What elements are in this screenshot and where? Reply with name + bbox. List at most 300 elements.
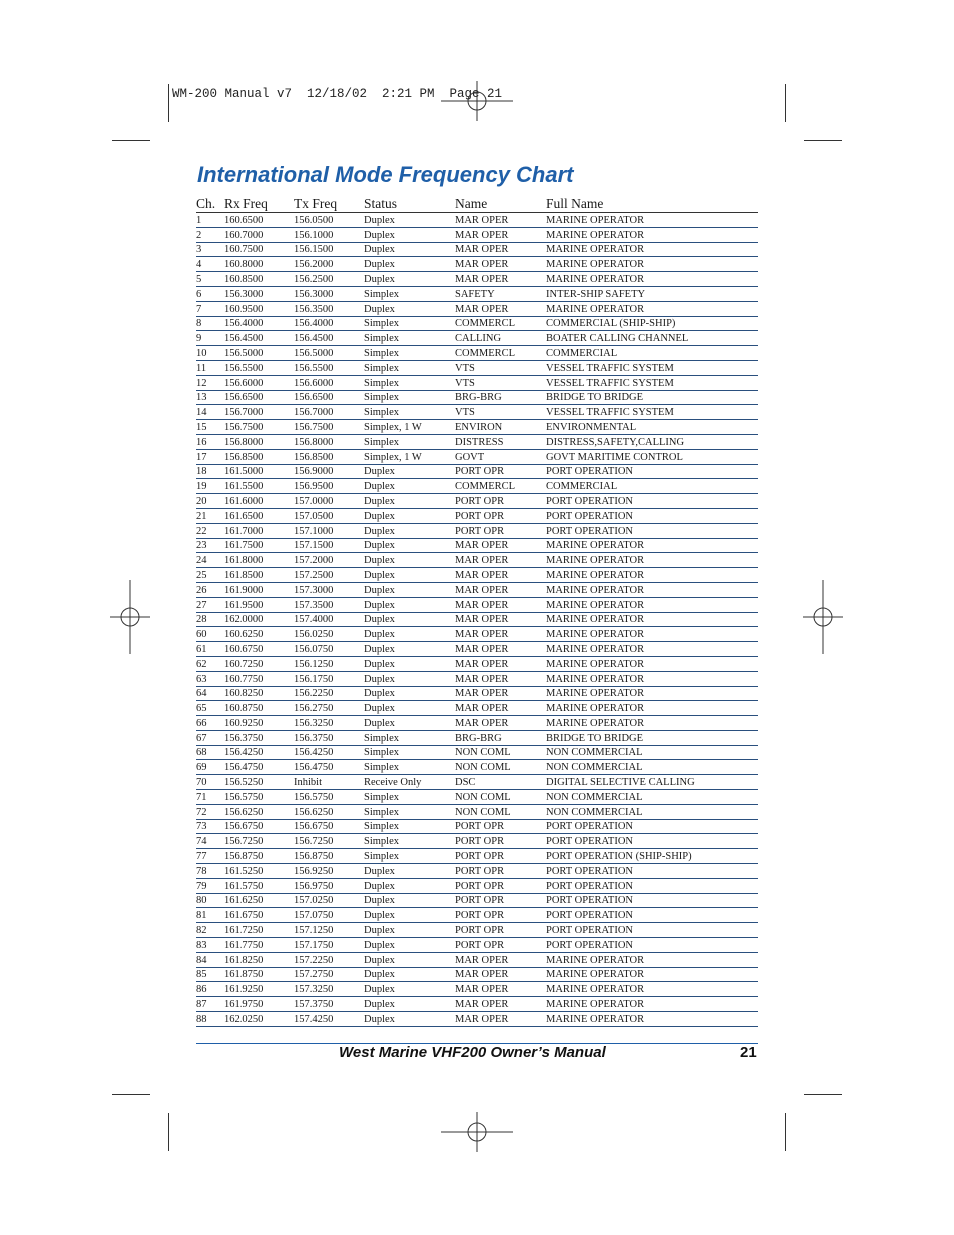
cell-rx-freq: 156.3750: [224, 730, 294, 745]
cell-tx-freq: 157.0250: [294, 893, 364, 908]
cell-tx-freq: 156.8750: [294, 849, 364, 864]
table-row: [196, 434, 758, 449]
table-row: [196, 316, 758, 331]
cell-full-name: MARINE OPERATOR: [546, 997, 758, 1012]
cell-tx-freq: 156.7500: [294, 420, 364, 435]
cell-full-name: VESSEL TRAFFIC SYSTEM: [546, 375, 758, 390]
cell-channel: 15: [196, 420, 224, 435]
cell-tx-freq: 157.4250: [294, 1012, 364, 1027]
cell-status: Duplex: [364, 642, 455, 657]
cell-channel: 27: [196, 597, 224, 612]
table-row: [196, 893, 758, 908]
cell-status: Duplex: [364, 938, 455, 953]
cell-full-name: PORT OPERATION: [546, 819, 758, 834]
table-body: [196, 213, 758, 1027]
cell-channel: 77: [196, 849, 224, 864]
cell-rx-freq: 161.8000: [224, 553, 294, 568]
cell-full-name: MARINE OPERATOR: [546, 716, 758, 731]
cell-tx-freq: 156.4500: [294, 331, 364, 346]
cell-full-name: PORT OPERATION: [546, 523, 758, 538]
cell-rx-freq: 161.8500: [224, 568, 294, 583]
cell-full-name: VESSEL TRAFFIC SYSTEM: [546, 360, 758, 375]
table-row: [196, 952, 758, 967]
cell-status: Duplex: [364, 686, 455, 701]
cell-tx-freq: 157.1000: [294, 523, 364, 538]
cell-channel: 9: [196, 331, 224, 346]
cell-status: Duplex: [364, 227, 455, 242]
cell-tx-freq: 156.3000: [294, 286, 364, 301]
cell-tx-freq: 156.9250: [294, 864, 364, 879]
cell-status: Simplex: [364, 819, 455, 834]
table-row: [196, 360, 758, 375]
cell-tx-freq: 156.0500: [294, 213, 364, 228]
cell-full-name: MARINE OPERATOR: [546, 967, 758, 982]
table-row: [196, 982, 758, 997]
cell-rx-freq: 161.5750: [224, 878, 294, 893]
cell-rx-freq: 160.7250: [224, 656, 294, 671]
cell-tx-freq: 157.2500: [294, 568, 364, 583]
cell-status: Simplex: [364, 760, 455, 775]
cell-rx-freq: 161.9500: [224, 597, 294, 612]
cell-name: PORT OPR: [455, 508, 546, 523]
cell-full-name: PORT OPERATION: [546, 834, 758, 849]
table-row: [196, 716, 758, 731]
cell-tx-freq: 156.5000: [294, 346, 364, 361]
cell-rx-freq: 161.9000: [224, 582, 294, 597]
cell-full-name: NON COMMERCIAL: [546, 790, 758, 805]
cell-rx-freq: 156.8000: [224, 434, 294, 449]
crop-mark-top-right-vertical: [785, 84, 786, 122]
crop-mark-top-left-horizontal: [112, 140, 150, 141]
table-row: [196, 464, 758, 479]
cell-status: Duplex: [364, 213, 455, 228]
table-row: [196, 671, 758, 686]
cell-channel: 14: [196, 405, 224, 420]
cell-status: Duplex: [364, 523, 455, 538]
cell-name: MAR OPER: [455, 671, 546, 686]
frequency-table: [196, 196, 758, 1027]
cell-status: Duplex: [364, 997, 455, 1012]
cell-rx-freq: 161.7250: [224, 923, 294, 938]
cell-name: SAFETY: [455, 286, 546, 301]
cell-channel: 70: [196, 775, 224, 790]
cell-full-name: BRIDGE TO BRIDGE: [546, 730, 758, 745]
cell-rx-freq: 161.8250: [224, 952, 294, 967]
cell-rx-freq: 161.9250: [224, 982, 294, 997]
table-row: [196, 449, 758, 464]
cell-name: PORT OPR: [455, 819, 546, 834]
cell-rx-freq: 156.7000: [224, 405, 294, 420]
cell-tx-freq: 156.7000: [294, 405, 364, 420]
cell-tx-freq: 156.6500: [294, 390, 364, 405]
cell-full-name: COMMERCIAL: [546, 346, 758, 361]
cell-channel: 25: [196, 568, 224, 583]
cell-status: Simplex: [364, 405, 455, 420]
cell-tx-freq: 157.2250: [294, 952, 364, 967]
cell-channel: 12: [196, 375, 224, 390]
cell-full-name: MARINE OPERATOR: [546, 671, 758, 686]
cell-rx-freq: 156.4500: [224, 331, 294, 346]
cell-tx-freq: 156.1000: [294, 227, 364, 242]
cell-status: Duplex: [364, 508, 455, 523]
cell-status: Duplex: [364, 893, 455, 908]
cell-channel: 62: [196, 656, 224, 671]
cell-channel: 28: [196, 612, 224, 627]
table-row: [196, 627, 758, 642]
cell-name: MAR OPER: [455, 701, 546, 716]
cell-status: Duplex: [364, 878, 455, 893]
cell-rx-freq: 156.4750: [224, 760, 294, 775]
table-row: [196, 745, 758, 760]
column-header-full-name: Full Name: [546, 196, 758, 213]
cell-name: VTS: [455, 405, 546, 420]
column-header-channel: Ch.: [196, 196, 224, 213]
cell-name: NON COML: [455, 760, 546, 775]
cell-status: Simplex: [364, 316, 455, 331]
cell-tx-freq: 156.6250: [294, 804, 364, 819]
cell-name: MAR OPER: [455, 952, 546, 967]
cell-name: MAR OPER: [455, 1012, 546, 1027]
table-row: [196, 331, 758, 346]
cell-rx-freq: 156.6500: [224, 390, 294, 405]
cell-name: NON COML: [455, 804, 546, 819]
cell-tx-freq: 157.3250: [294, 982, 364, 997]
cell-tx-freq: Inhibit: [294, 775, 364, 790]
cell-rx-freq: 160.8500: [224, 272, 294, 287]
cell-name: COMMERCL: [455, 316, 546, 331]
cell-tx-freq: 157.2000: [294, 553, 364, 568]
cell-channel: 2: [196, 227, 224, 242]
table-row: [196, 390, 758, 405]
cell-status: Simplex: [364, 804, 455, 819]
crop-mark-bottom-right-vertical: [785, 1113, 786, 1151]
cell-rx-freq: 156.3000: [224, 286, 294, 301]
cell-status: Duplex: [364, 701, 455, 716]
cell-full-name: COMMERCIAL: [546, 479, 758, 494]
cell-full-name: PORT OPERATION: [546, 464, 758, 479]
cell-name: CALLING: [455, 331, 546, 346]
table-row: [196, 346, 758, 361]
table-row: [196, 479, 758, 494]
cell-rx-freq: 160.9250: [224, 716, 294, 731]
cell-status: Simplex: [364, 834, 455, 849]
cell-full-name: MARINE OPERATOR: [546, 642, 758, 657]
table-row: [196, 790, 758, 805]
cell-full-name: MARINE OPERATOR: [546, 272, 758, 287]
cell-name: PORT OPR: [455, 878, 546, 893]
cell-name: GOVT: [455, 449, 546, 464]
cell-channel: 71: [196, 790, 224, 805]
cell-status: Simplex: [364, 346, 455, 361]
cell-full-name: MARINE OPERATOR: [546, 656, 758, 671]
table-row: [196, 597, 758, 612]
table-row: [196, 568, 758, 583]
cell-channel: 16: [196, 434, 224, 449]
cell-channel: 22: [196, 523, 224, 538]
cell-channel: 74: [196, 834, 224, 849]
cell-full-name: PORT OPERATION (SHIP-SHIP): [546, 849, 758, 864]
page-title: International Mode Frequency Chart: [197, 162, 574, 187]
table-row: [196, 864, 758, 879]
cell-status: Simplex: [364, 730, 455, 745]
cell-full-name: ENVIRONMENTAL: [546, 420, 758, 435]
cell-channel: 83: [196, 938, 224, 953]
cell-full-name: MARINE OPERATOR: [546, 952, 758, 967]
cell-rx-freq: 160.8250: [224, 686, 294, 701]
cell-rx-freq: 160.7750: [224, 671, 294, 686]
cell-full-name: DIGITAL SELECTIVE CALLING: [546, 775, 758, 790]
cell-channel: 18: [196, 464, 224, 479]
cell-channel: 5: [196, 272, 224, 287]
cell-channel: 4: [196, 257, 224, 272]
cell-name: MAR OPER: [455, 213, 546, 228]
cell-full-name: BRIDGE TO BRIDGE: [546, 390, 758, 405]
cell-rx-freq: 160.6250: [224, 627, 294, 642]
cell-full-name: MARINE OPERATOR: [546, 982, 758, 997]
cell-full-name: NON COMMERCIAL: [546, 760, 758, 775]
table-row: [196, 849, 758, 864]
cell-rx-freq: 161.6250: [224, 893, 294, 908]
cell-rx-freq: 161.5500: [224, 479, 294, 494]
cell-status: Duplex: [364, 257, 455, 272]
cell-name: MAR OPER: [455, 716, 546, 731]
cell-rx-freq: 161.7500: [224, 538, 294, 553]
cell-status: Simplex: [364, 375, 455, 390]
cell-name: ENVIRON: [455, 420, 546, 435]
cell-full-name: PORT OPERATION: [546, 864, 758, 879]
cell-tx-freq: 156.4250: [294, 745, 364, 760]
table-row: [196, 553, 758, 568]
cell-name: MAR OPER: [455, 982, 546, 997]
table-row: [196, 878, 758, 893]
cell-full-name: MARINE OPERATOR: [546, 257, 758, 272]
crop-mark-top-right-horizontal: [804, 140, 842, 141]
cell-full-name: MARINE OPERATOR: [546, 686, 758, 701]
table-row: [196, 213, 758, 228]
cell-name: PORT OPR: [455, 494, 546, 509]
column-header-rx-freq: Rx Freq: [224, 196, 294, 213]
cell-name: PORT OPR: [455, 464, 546, 479]
cell-full-name: DISTRESS,SAFETY,CALLING: [546, 434, 758, 449]
cell-channel: 6: [196, 286, 224, 301]
cell-name: MAR OPER: [455, 242, 546, 257]
table-row: [196, 656, 758, 671]
cell-full-name: GOVT MARITIME CONTROL: [546, 449, 758, 464]
cell-channel: 80: [196, 893, 224, 908]
cell-channel: 78: [196, 864, 224, 879]
table-row: [196, 967, 758, 982]
registration-mark-top-icon: [441, 81, 513, 121]
cell-name: MAR OPER: [455, 272, 546, 287]
cell-rx-freq: 156.7250: [224, 834, 294, 849]
cell-name: MAR OPER: [455, 553, 546, 568]
cell-channel: 64: [196, 686, 224, 701]
cell-tx-freq: 156.5500: [294, 360, 364, 375]
cell-tx-freq: 156.1750: [294, 671, 364, 686]
cell-status: Receive Only: [364, 775, 455, 790]
cell-rx-freq: 161.7000: [224, 523, 294, 538]
cell-rx-freq: 161.6750: [224, 908, 294, 923]
cell-name: VTS: [455, 360, 546, 375]
cell-name: DISTRESS: [455, 434, 546, 449]
cell-rx-freq: 161.5250: [224, 864, 294, 879]
cell-tx-freq: 157.3750: [294, 997, 364, 1012]
cell-rx-freq: 162.0000: [224, 612, 294, 627]
cell-channel: 7: [196, 301, 224, 316]
cell-name: MAR OPER: [455, 301, 546, 316]
table-row: [196, 642, 758, 657]
printer-slug: WM-200 Manual v7 12/18/02 2:21 PM Page 21: [172, 87, 503, 101]
cell-name: MAR OPER: [455, 582, 546, 597]
cell-rx-freq: 160.7000: [224, 227, 294, 242]
table-row: [196, 301, 758, 316]
cell-tx-freq: 157.3500: [294, 597, 364, 612]
cell-status: Duplex: [364, 272, 455, 287]
table-row: [196, 272, 758, 287]
cell-rx-freq: 156.5250: [224, 775, 294, 790]
cell-status: Simplex: [364, 286, 455, 301]
cell-tx-freq: 156.5750: [294, 790, 364, 805]
cell-channel: 88: [196, 1012, 224, 1027]
cell-status: Duplex: [364, 553, 455, 568]
cell-tx-freq: 156.8000: [294, 434, 364, 449]
cell-tx-freq: 156.2000: [294, 257, 364, 272]
cell-tx-freq: 156.7250: [294, 834, 364, 849]
cell-full-name: PORT OPERATION: [546, 893, 758, 908]
cell-full-name: PORT OPERATION: [546, 923, 758, 938]
footer-manual-title: West Marine VHF200 Owner’s Manual: [339, 1044, 606, 1061]
cell-status: Simplex: [364, 745, 455, 760]
column-header-status: Status: [364, 196, 455, 213]
crop-mark-bottom-left-vertical: [168, 1113, 169, 1151]
cell-channel: 63: [196, 671, 224, 686]
cell-full-name: MARINE OPERATOR: [546, 1012, 758, 1027]
table-row: [196, 730, 758, 745]
cell-rx-freq: 156.5500: [224, 360, 294, 375]
cell-channel: 69: [196, 760, 224, 775]
cell-full-name: PORT OPERATION: [546, 878, 758, 893]
cell-tx-freq: 156.3500: [294, 301, 364, 316]
cell-status: Duplex: [364, 538, 455, 553]
cell-status: Duplex: [364, 967, 455, 982]
cell-tx-freq: 156.2500: [294, 272, 364, 287]
cell-status: Duplex: [364, 716, 455, 731]
cell-status: Duplex: [364, 627, 455, 642]
cell-name: COMMERCL: [455, 346, 546, 361]
cell-channel: 82: [196, 923, 224, 938]
table-row: [196, 701, 758, 716]
table-row: [196, 686, 758, 701]
cell-rx-freq: 161.9750: [224, 997, 294, 1012]
cell-tx-freq: 156.2750: [294, 701, 364, 716]
cell-name: MAR OPER: [455, 227, 546, 242]
cell-full-name: MARINE OPERATOR: [546, 538, 758, 553]
cell-tx-freq: 156.9000: [294, 464, 364, 479]
cell-channel: 60: [196, 627, 224, 642]
cell-full-name: COMMERCIAL (SHIP-SHIP): [546, 316, 758, 331]
cell-status: Duplex: [364, 494, 455, 509]
cell-name: BRG-BRG: [455, 390, 546, 405]
cell-status: Simplex: [364, 360, 455, 375]
cell-tx-freq: 156.0750: [294, 642, 364, 657]
cell-tx-freq: 157.1250: [294, 923, 364, 938]
cell-channel: 65: [196, 701, 224, 716]
cell-tx-freq: 156.1250: [294, 656, 364, 671]
table-row: [196, 760, 758, 775]
cell-name: MAR OPER: [455, 627, 546, 642]
registration-mark-bottom-icon: [441, 1112, 513, 1152]
cell-tx-freq: 156.9750: [294, 878, 364, 893]
cell-name: PORT OPR: [455, 834, 546, 849]
cell-channel: 20: [196, 494, 224, 509]
cell-status: Simplex: [364, 390, 455, 405]
cell-tx-freq: 157.4000: [294, 612, 364, 627]
cell-full-name: MARINE OPERATOR: [546, 582, 758, 597]
cell-status: Duplex: [364, 1012, 455, 1027]
cell-name: BRG-BRG: [455, 730, 546, 745]
table-row: [196, 242, 758, 257]
cell-rx-freq: 161.7750: [224, 938, 294, 953]
cell-status: Duplex: [364, 464, 455, 479]
cell-rx-freq: 156.6000: [224, 375, 294, 390]
cell-name: PORT OPR: [455, 849, 546, 864]
cell-rx-freq: 156.6750: [224, 819, 294, 834]
cell-rx-freq: 161.6000: [224, 494, 294, 509]
table-row: [196, 1012, 758, 1027]
cell-name: PORT OPR: [455, 864, 546, 879]
table-row: [196, 908, 758, 923]
cell-channel: 73: [196, 819, 224, 834]
cell-channel: 68: [196, 745, 224, 760]
cell-tx-freq: 157.0750: [294, 908, 364, 923]
cell-full-name: MARINE OPERATOR: [546, 612, 758, 627]
table-row: [196, 286, 758, 301]
table-row: [196, 834, 758, 849]
cell-rx-freq: 162.0250: [224, 1012, 294, 1027]
cell-tx-freq: 156.3750: [294, 730, 364, 745]
page-number: 21: [740, 1044, 757, 1061]
cell-channel: 67: [196, 730, 224, 745]
cell-channel: 11: [196, 360, 224, 375]
cell-tx-freq: 156.4750: [294, 760, 364, 775]
cell-status: Duplex: [364, 242, 455, 257]
cell-name: PORT OPR: [455, 938, 546, 953]
cell-channel: 81: [196, 908, 224, 923]
cell-status: Duplex: [364, 671, 455, 686]
cell-channel: 84: [196, 952, 224, 967]
table-row: [196, 997, 758, 1012]
cell-channel: 13: [196, 390, 224, 405]
cell-rx-freq: 160.8750: [224, 701, 294, 716]
table-row: [196, 538, 758, 553]
cell-tx-freq: 157.3000: [294, 582, 364, 597]
cell-status: Simplex: [364, 790, 455, 805]
cell-name: COMMERCL: [455, 479, 546, 494]
cell-rx-freq: 156.5750: [224, 790, 294, 805]
cell-status: Simplex, 1 W: [364, 449, 455, 464]
cell-rx-freq: 156.8500: [224, 449, 294, 464]
crop-mark-bottom-right-horizontal: [804, 1094, 842, 1095]
cell-status: Duplex: [364, 597, 455, 612]
table-row: [196, 257, 758, 272]
crop-mark-bottom-left-horizontal: [112, 1094, 150, 1095]
cell-status: Duplex: [364, 908, 455, 923]
cell-tx-freq: 156.0250: [294, 627, 364, 642]
cell-channel: 66: [196, 716, 224, 731]
cell-full-name: MARINE OPERATOR: [546, 627, 758, 642]
cell-tx-freq: 157.1500: [294, 538, 364, 553]
cell-channel: 1: [196, 213, 224, 228]
